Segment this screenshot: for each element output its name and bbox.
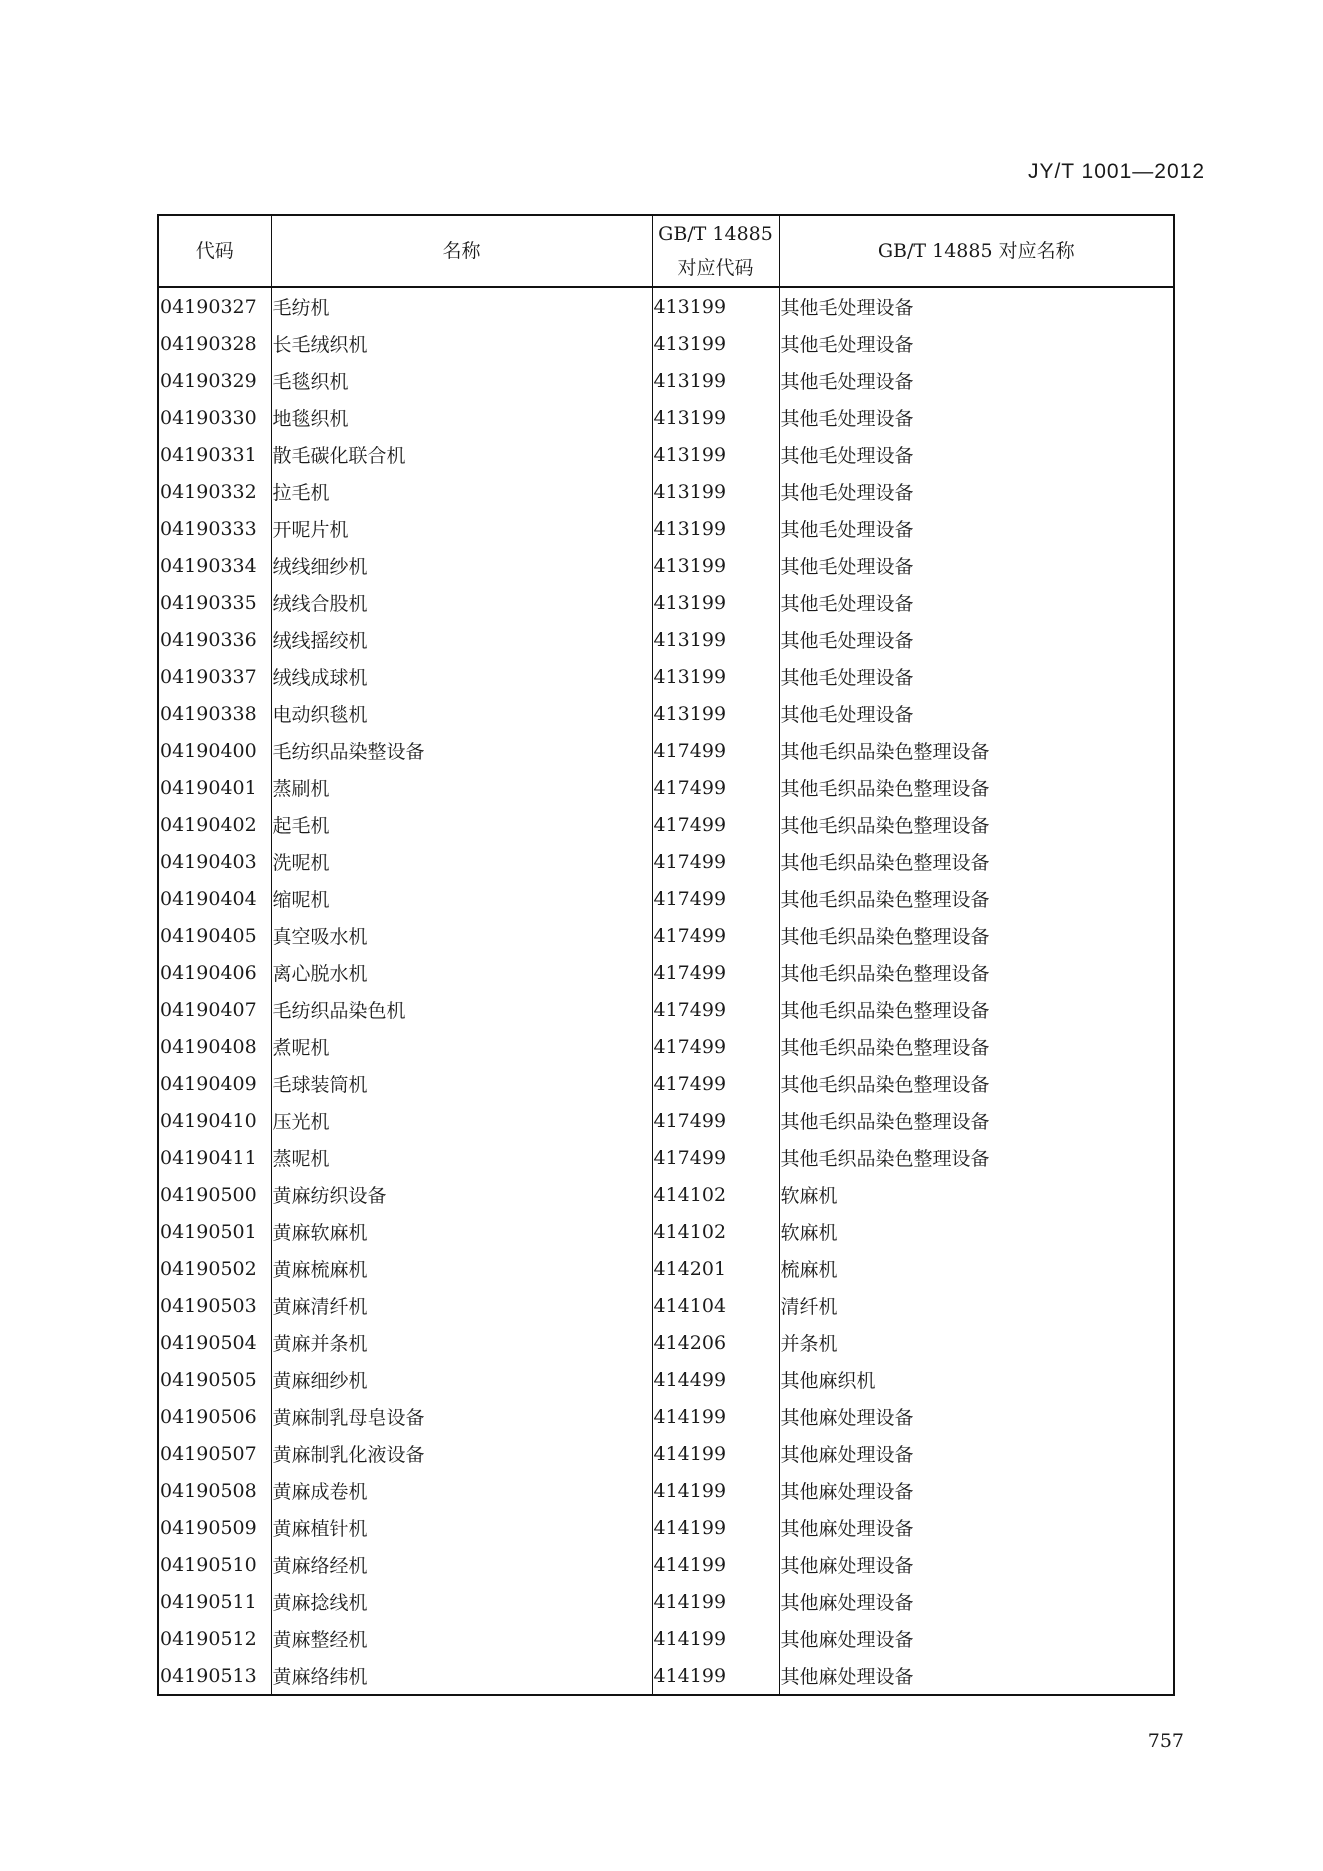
cell-code: 04190405 bbox=[158, 917, 271, 954]
cell-name: 毛纺机 bbox=[271, 287, 652, 325]
cell-gb-name: 其他麻处理设备 bbox=[779, 1546, 1174, 1583]
cell-gb-name: 其他毛处理设备 bbox=[779, 325, 1174, 362]
cell-code: 04190401 bbox=[158, 769, 271, 806]
cell-gb-code: 414199 bbox=[652, 1435, 779, 1472]
cell-code: 04190507 bbox=[158, 1435, 271, 1472]
cell-name: 黄麻并条机 bbox=[271, 1324, 652, 1361]
cell-code: 04190411 bbox=[158, 1139, 271, 1176]
cell-gb-code: 414199 bbox=[652, 1583, 779, 1620]
cell-gb-code: 417499 bbox=[652, 954, 779, 991]
cell-gb-name: 其他毛织品染色整理设备 bbox=[779, 991, 1174, 1028]
cell-code: 04190406 bbox=[158, 954, 271, 991]
table-row bbox=[158, 1287, 1174, 1324]
table-row bbox=[158, 584, 1174, 621]
cell-gb-code: 413199 bbox=[652, 436, 779, 473]
cell-gb-name: 其他毛织品染色整理设备 bbox=[779, 732, 1174, 769]
cell-code: 04190505 bbox=[158, 1361, 271, 1398]
cell-name: 缩呢机 bbox=[271, 880, 652, 917]
cell-code: 04190512 bbox=[158, 1620, 271, 1657]
cell-gb-code: 417499 bbox=[652, 1102, 779, 1139]
cell-code: 04190334 bbox=[158, 547, 271, 584]
cell-name: 绒线摇绞机 bbox=[271, 621, 652, 658]
cell-name: 黄麻细纱机 bbox=[271, 1361, 652, 1398]
cell-name: 长毛绒织机 bbox=[271, 325, 652, 362]
cell-gb-code: 417499 bbox=[652, 1065, 779, 1102]
cell-gb-code: 417499 bbox=[652, 917, 779, 954]
cell-name: 真空吸水机 bbox=[271, 917, 652, 954]
cell-gb-code: 417499 bbox=[652, 880, 779, 917]
table-row bbox=[158, 1435, 1174, 1472]
cell-code: 04190338 bbox=[158, 695, 271, 732]
cell-gb-name: 其他麻织机 bbox=[779, 1361, 1174, 1398]
table-row bbox=[158, 1620, 1174, 1657]
table-row bbox=[158, 917, 1174, 954]
cell-code: 04190511 bbox=[158, 1583, 271, 1620]
cell-code: 04190513 bbox=[158, 1657, 271, 1695]
cell-name: 黄麻制乳母皂设备 bbox=[271, 1398, 652, 1435]
table-row bbox=[158, 436, 1174, 473]
cell-gb-name: 其他麻处理设备 bbox=[779, 1509, 1174, 1546]
cell-gb-name: 软麻机 bbox=[779, 1213, 1174, 1250]
table-row bbox=[158, 1176, 1174, 1213]
cell-name: 黄麻梳麻机 bbox=[271, 1250, 652, 1287]
cell-code: 04190503 bbox=[158, 1287, 271, 1324]
cell-gb-code: 413199 bbox=[652, 547, 779, 584]
cell-name: 黄麻植针机 bbox=[271, 1509, 652, 1546]
column-header-gb-code-line2: 对应代码 bbox=[677, 257, 754, 279]
cell-gb-code: 414102 bbox=[652, 1176, 779, 1213]
cell-gb-code: 414199 bbox=[652, 1620, 779, 1657]
cell-gb-name: 其他麻处理设备 bbox=[779, 1435, 1174, 1472]
cell-gb-code: 413199 bbox=[652, 584, 779, 621]
cell-gb-code: 413199 bbox=[652, 362, 779, 399]
cell-gb-code: 414201 bbox=[652, 1250, 779, 1287]
cell-code: 04190331 bbox=[158, 436, 271, 473]
cell-code: 04190327 bbox=[158, 287, 271, 325]
cell-gb-code: 417499 bbox=[652, 769, 779, 806]
cell-gb-code: 414199 bbox=[652, 1509, 779, 1546]
cell-code: 04190510 bbox=[158, 1546, 271, 1583]
table-row bbox=[158, 732, 1174, 769]
cell-gb-name: 其他毛织品染色整理设备 bbox=[779, 1065, 1174, 1102]
cell-name: 黄麻清纤机 bbox=[271, 1287, 652, 1324]
cell-gb-code: 414199 bbox=[652, 1472, 779, 1509]
table-body bbox=[158, 287, 1174, 1695]
cell-gb-code: 413199 bbox=[652, 287, 779, 325]
cell-name: 拉毛机 bbox=[271, 473, 652, 510]
cell-gb-code: 413199 bbox=[652, 510, 779, 547]
cell-code: 04190402 bbox=[158, 806, 271, 843]
cell-gb-name: 梳麻机 bbox=[779, 1250, 1174, 1287]
table-row bbox=[158, 325, 1174, 362]
cell-name: 绒线细纱机 bbox=[271, 547, 652, 584]
cell-gb-name: 其他毛织品染色整理设备 bbox=[779, 880, 1174, 917]
cell-name: 洗呢机 bbox=[271, 843, 652, 880]
cell-gb-code: 417499 bbox=[652, 991, 779, 1028]
cell-name: 黄麻络经机 bbox=[271, 1546, 652, 1583]
cell-gb-code: 417499 bbox=[652, 806, 779, 843]
cell-code: 04190502 bbox=[158, 1250, 271, 1287]
document-code: JY/T 1001—2012 bbox=[1027, 160, 1205, 183]
cell-gb-name: 其他毛织品染色整理设备 bbox=[779, 1028, 1174, 1065]
cell-gb-name: 其他毛处理设备 bbox=[779, 547, 1174, 584]
column-header-gb-code-line1: GB/T 14885 bbox=[658, 223, 773, 245]
cell-code: 04190332 bbox=[158, 473, 271, 510]
cell-code: 04190410 bbox=[158, 1102, 271, 1139]
cell-gb-name: 其他毛处理设备 bbox=[779, 473, 1174, 510]
cell-gb-name: 其他毛处理设备 bbox=[779, 399, 1174, 436]
cell-gb-code: 413199 bbox=[652, 325, 779, 362]
cell-gb-code: 417499 bbox=[652, 1028, 779, 1065]
cell-gb-name: 其他毛织品染色整理设备 bbox=[779, 1139, 1174, 1176]
cell-name: 蒸呢机 bbox=[271, 1139, 652, 1176]
cell-name: 蒸刷机 bbox=[271, 769, 652, 806]
cell-name: 绒线成球机 bbox=[271, 658, 652, 695]
cell-gb-name: 其他毛织品染色整理设备 bbox=[779, 843, 1174, 880]
table-row bbox=[158, 1546, 1174, 1583]
cell-gb-code: 414199 bbox=[652, 1546, 779, 1583]
cell-gb-name: 清纤机 bbox=[779, 1287, 1174, 1324]
table-row bbox=[158, 510, 1174, 547]
table-row bbox=[158, 287, 1174, 325]
table-row bbox=[158, 695, 1174, 732]
table-row bbox=[158, 362, 1174, 399]
table-row bbox=[158, 806, 1174, 843]
cell-name: 开呢片机 bbox=[271, 510, 652, 547]
table-row bbox=[158, 1065, 1174, 1102]
cell-code: 04190504 bbox=[158, 1324, 271, 1361]
cell-gb-code: 414199 bbox=[652, 1398, 779, 1435]
table-row bbox=[158, 1583, 1174, 1620]
cell-code: 04190403 bbox=[158, 843, 271, 880]
cell-gb-name: 其他毛处理设备 bbox=[779, 362, 1174, 399]
cell-code: 04190408 bbox=[158, 1028, 271, 1065]
cell-name: 毛纺织品染色机 bbox=[271, 991, 652, 1028]
cell-gb-name: 其他毛织品染色整理设备 bbox=[779, 769, 1174, 806]
cell-gb-name: 并条机 bbox=[779, 1324, 1174, 1361]
cell-gb-name: 其他毛处理设备 bbox=[779, 510, 1174, 547]
cell-gb-code: 417499 bbox=[652, 843, 779, 880]
cell-name: 黄麻整经机 bbox=[271, 1620, 652, 1657]
table-row bbox=[158, 473, 1174, 510]
table-row bbox=[158, 991, 1174, 1028]
cell-name: 黄麻捻线机 bbox=[271, 1583, 652, 1620]
cell-code: 04190330 bbox=[158, 399, 271, 436]
table-row bbox=[158, 1213, 1174, 1250]
cell-gb-name: 其他毛处理设备 bbox=[779, 436, 1174, 473]
table-row bbox=[158, 1509, 1174, 1546]
column-header-gb-code bbox=[652, 215, 779, 287]
table-row bbox=[158, 1250, 1174, 1287]
cell-gb-name: 其他毛处理设备 bbox=[779, 287, 1174, 325]
table-row bbox=[158, 1102, 1174, 1139]
cell-code: 04190409 bbox=[158, 1065, 271, 1102]
column-header-name: 名称 bbox=[271, 215, 652, 287]
cell-gb-code: 414199 bbox=[652, 1657, 779, 1695]
cell-gb-name: 其他麻处理设备 bbox=[779, 1657, 1174, 1695]
cell-name: 绒线合股机 bbox=[271, 584, 652, 621]
table-row bbox=[158, 547, 1174, 584]
column-header-gb-name: GB/T 14885 对应名称 bbox=[779, 215, 1174, 287]
cell-code: 04190329 bbox=[158, 362, 271, 399]
cell-code: 04190333 bbox=[158, 510, 271, 547]
cell-name: 毛毯织机 bbox=[271, 362, 652, 399]
cell-code: 04190509 bbox=[158, 1509, 271, 1546]
cell-name: 黄麻成卷机 bbox=[271, 1472, 652, 1509]
cell-gb-code: 413199 bbox=[652, 658, 779, 695]
cell-gb-name: 其他毛处理设备 bbox=[779, 621, 1174, 658]
cell-name: 起毛机 bbox=[271, 806, 652, 843]
cell-gb-code: 414104 bbox=[652, 1287, 779, 1324]
page-number: 757 bbox=[1147, 1730, 1184, 1752]
cell-name: 离心脱水机 bbox=[271, 954, 652, 991]
table-row bbox=[158, 1398, 1174, 1435]
table-row bbox=[158, 880, 1174, 917]
cell-code: 04190407 bbox=[158, 991, 271, 1028]
cell-name: 散毛碳化联合机 bbox=[271, 436, 652, 473]
cell-code: 04190328 bbox=[158, 325, 271, 362]
cell-code: 04190506 bbox=[158, 1398, 271, 1435]
cell-code: 04190508 bbox=[158, 1472, 271, 1509]
cell-gb-code: 413199 bbox=[652, 473, 779, 510]
cell-code: 04190400 bbox=[158, 732, 271, 769]
cell-gb-code: 417499 bbox=[652, 1139, 779, 1176]
table-row bbox=[158, 1324, 1174, 1361]
cell-code: 04190500 bbox=[158, 1176, 271, 1213]
table-header-row bbox=[158, 215, 1174, 287]
cell-gb-name: 其他毛处理设备 bbox=[779, 695, 1174, 732]
table-row bbox=[158, 954, 1174, 991]
cell-code: 04190404 bbox=[158, 880, 271, 917]
cell-name: 电动织毯机 bbox=[271, 695, 652, 732]
cell-name: 地毯织机 bbox=[271, 399, 652, 436]
cell-gb-name: 软麻机 bbox=[779, 1176, 1174, 1213]
table-row bbox=[158, 658, 1174, 695]
table-row bbox=[158, 1472, 1174, 1509]
cell-name: 毛球装筒机 bbox=[271, 1065, 652, 1102]
cell-gb-code: 413199 bbox=[652, 621, 779, 658]
cell-gb-code: 414206 bbox=[652, 1324, 779, 1361]
cell-name: 黄麻纺织设备 bbox=[271, 1176, 652, 1213]
table-row bbox=[158, 621, 1174, 658]
cell-code: 04190336 bbox=[158, 621, 271, 658]
cell-gb-name: 其他麻处理设备 bbox=[779, 1472, 1174, 1509]
cell-gb-name: 其他毛织品染色整理设备 bbox=[779, 917, 1174, 954]
cell-name: 毛纺织品染整设备 bbox=[271, 732, 652, 769]
cell-name: 黄麻络纬机 bbox=[271, 1657, 652, 1695]
column-header-code: 代码 bbox=[158, 215, 271, 287]
cell-gb-name: 其他毛处理设备 bbox=[779, 658, 1174, 695]
equipment-code-table bbox=[157, 214, 1175, 1696]
cell-code: 04190335 bbox=[158, 584, 271, 621]
table-row bbox=[158, 1139, 1174, 1176]
cell-gb-name: 其他麻处理设备 bbox=[779, 1583, 1174, 1620]
cell-gb-code: 414102 bbox=[652, 1213, 779, 1250]
cell-gb-code: 413199 bbox=[652, 695, 779, 732]
cell-gb-name: 其他毛织品染色整理设备 bbox=[779, 806, 1174, 843]
table-row bbox=[158, 769, 1174, 806]
table-row bbox=[158, 843, 1174, 880]
cell-gb-name: 其他毛织品染色整理设备 bbox=[779, 954, 1174, 991]
cell-code: 04190501 bbox=[158, 1213, 271, 1250]
table-row bbox=[158, 1657, 1174, 1695]
cell-name: 压光机 bbox=[271, 1102, 652, 1139]
table-row bbox=[158, 1028, 1174, 1065]
cell-gb-code: 413199 bbox=[652, 399, 779, 436]
cell-gb-code: 414499 bbox=[652, 1361, 779, 1398]
cell-name: 煮呢机 bbox=[271, 1028, 652, 1065]
cell-gb-name: 其他麻处理设备 bbox=[779, 1620, 1174, 1657]
cell-name: 黄麻软麻机 bbox=[271, 1213, 652, 1250]
table-row bbox=[158, 399, 1174, 436]
cell-gb-code: 417499 bbox=[652, 732, 779, 769]
cell-gb-name: 其他毛处理设备 bbox=[779, 584, 1174, 621]
cell-gb-name: 其他毛织品染色整理设备 bbox=[779, 1102, 1174, 1139]
cell-gb-name: 其他麻处理设备 bbox=[779, 1398, 1174, 1435]
cell-code: 04190337 bbox=[158, 658, 271, 695]
cell-name: 黄麻制乳化液设备 bbox=[271, 1435, 652, 1472]
table-row bbox=[158, 1361, 1174, 1398]
